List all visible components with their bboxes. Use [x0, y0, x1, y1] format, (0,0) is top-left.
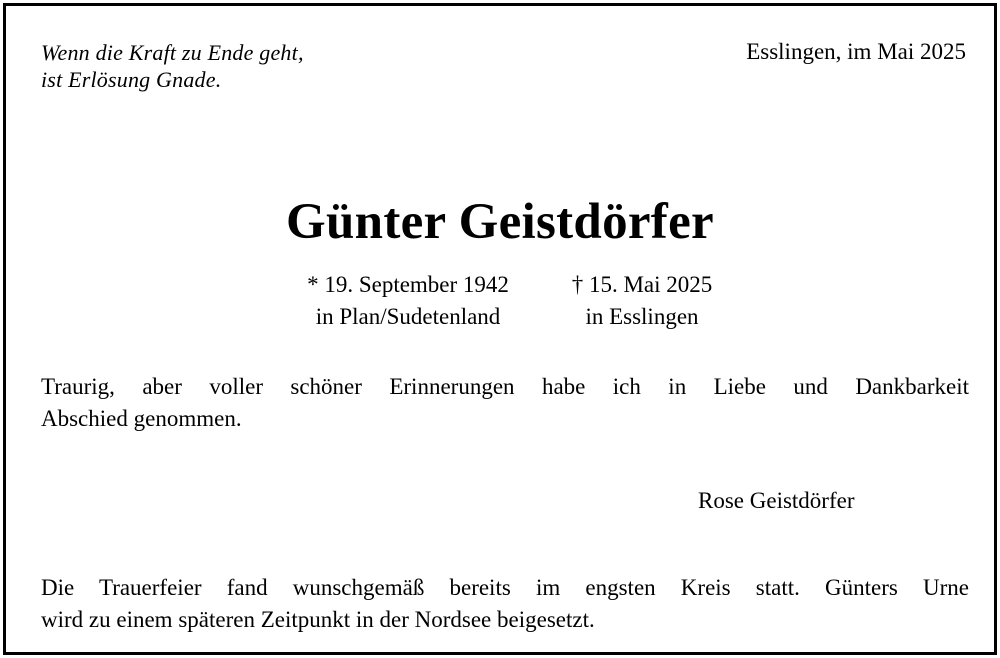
funeral-note-line-2: wird zu einem späteren Zeitpunkt in der Nordsee beigesetzt.	[41, 607, 595, 632]
motto	[41, 39, 304, 93]
deceased-name: Günter Geistdörfer	[286, 194, 714, 250]
motto-line-2: ist Erlösung Gnade.	[41, 67, 222, 92]
death-date: † 15. Mai 2025	[571, 272, 713, 297]
farewell-line-2: Abschied genommen.	[41, 406, 242, 431]
death-place: in Esslingen	[585, 304, 699, 329]
signature: Rose Geistdörfer	[698, 488, 855, 513]
place-date: Esslingen, im Mai 2025	[746, 39, 966, 64]
birth-place: in Plan/Sudetenland	[315, 304, 501, 329]
death-info	[547, 269, 737, 333]
farewell-text	[41, 371, 969, 435]
obituary-frame	[3, 3, 997, 655]
funeral-note-line-1: Die Trauerfeier fand wunschgemäß bereits im engsten Kreis statt. Günters Urne	[41, 575, 969, 600]
birth-info	[276, 269, 540, 333]
motto-line-1: Wenn die Kraft zu Ende geht,	[41, 40, 304, 65]
funeral-note	[41, 572, 969, 636]
farewell-line-1: Traurig, aber voller schöner Erinnerungen habe ich in Liebe und Dankbarkeit	[41, 374, 969, 399]
birth-date: * 19. September 1942	[307, 272, 509, 297]
